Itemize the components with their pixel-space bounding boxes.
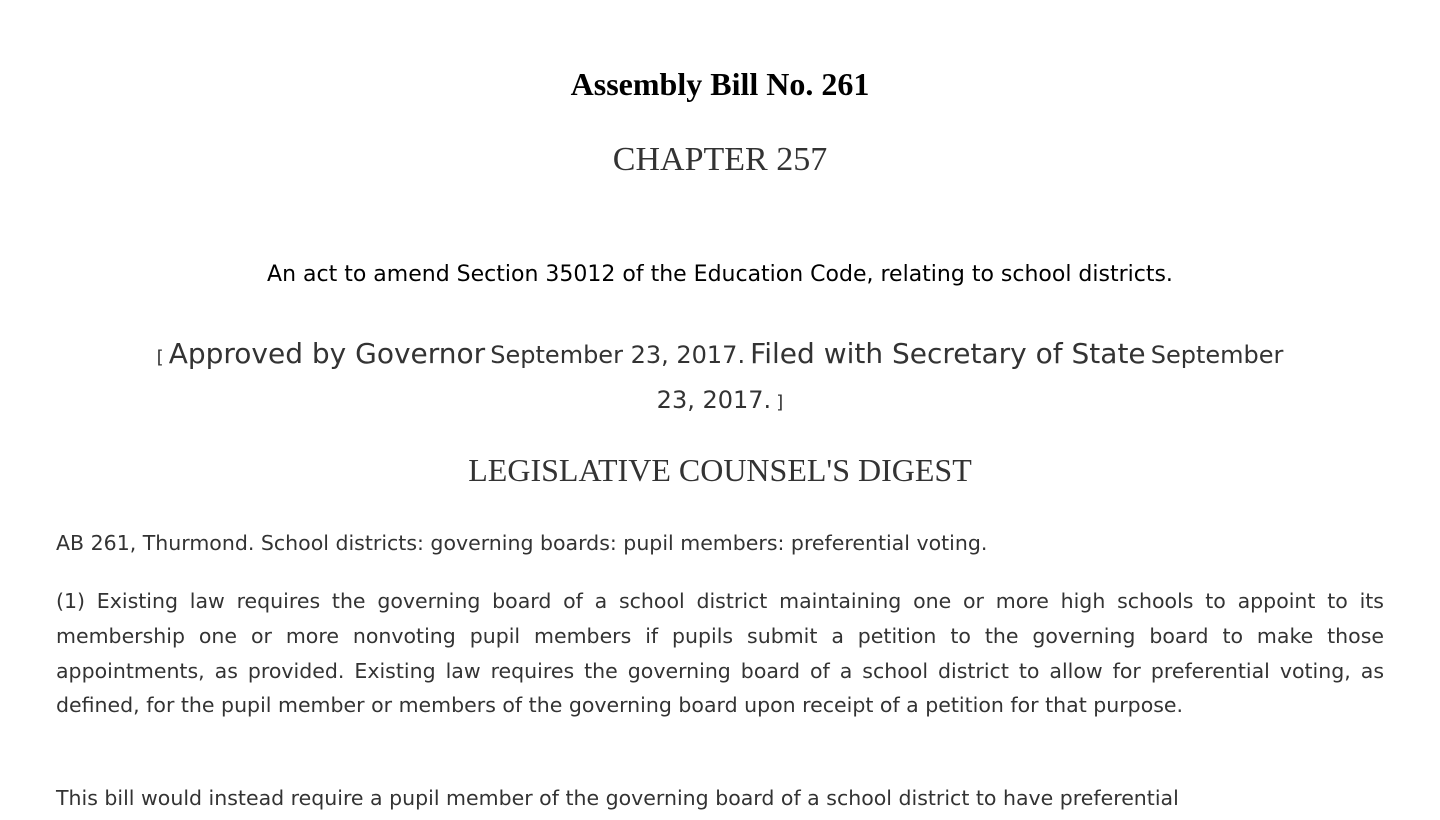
approved-by-governor-label: Approved by Governor: [168, 337, 486, 370]
approval-open-bracket: [: [156, 347, 164, 368]
digest-paragraph: (1) Existing law requires the governing board of a school district maintaining one or more high schools to appoint to its membership one or more nonvoting pupil members if pupils submit a petition to the governing board to make those appointments, as provided. Existing law requires the governing board of a school district to allow for preferential voting, as defined, for the pupil member or members of the governing board upon receipt of a petition for that purpose.: [56, 589, 1384, 718]
bill-title: Assembly Bill No. 261: [570, 66, 870, 102]
act-description: An act to amend Section 35012 of the Education Code, relating to school districts.: [267, 262, 1173, 287]
approval-close-bracket: ]: [776, 392, 784, 413]
digest-paragraph: This bill would instead require a pupil member of the governing board of a school district to have preferential: [56, 786, 1179, 810]
digest-heading: LEGISLATIVE COUNSEL'S DIGEST: [468, 452, 972, 488]
filed-with-secretary-label: Filed with Secretary of State: [750, 337, 1146, 370]
approved-date: September 23, 2017.: [490, 341, 746, 369]
chapter-number: CHAPTER 257: [612, 141, 828, 178]
approval-notice: [150, 333, 1290, 424]
digest-summary-line: AB 261, Thurmond. School districts: governing boards: pupil members: preferential voting.: [56, 531, 988, 555]
filed-date: September 23, 2017.: [656, 341, 1284, 414]
